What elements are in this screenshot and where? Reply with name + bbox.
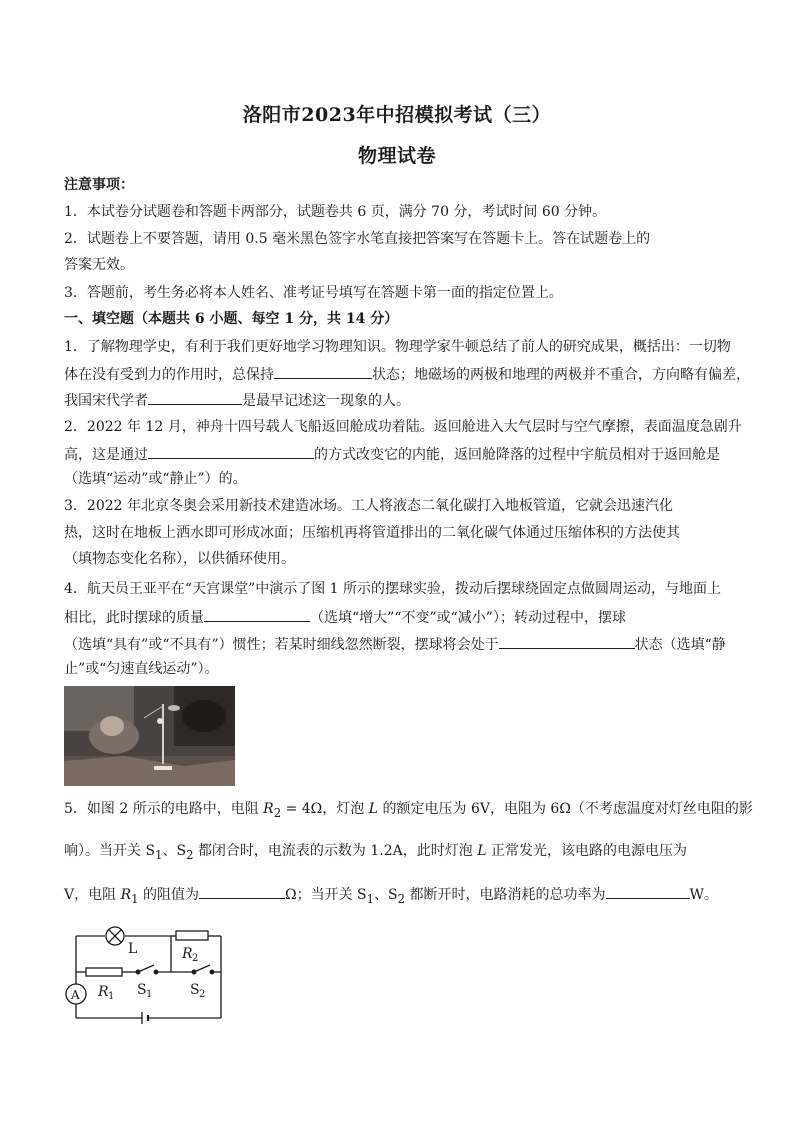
r2-symbol: R bbox=[263, 801, 274, 817]
s2-subscript: 2 bbox=[186, 847, 194, 862]
q2-line-1: 2．2022 年 12 月，神舟十四号载人飞船返回舱成功着陆。返回舱进入大气层时与空气摩擦，表面温度急剧升 bbox=[64, 419, 742, 435]
s2-subscript: 2 bbox=[397, 891, 406, 906]
q5-text: V，电阻 bbox=[64, 887, 121, 903]
exam-title: 洛阳市2023年中招模拟考试（三） bbox=[242, 104, 552, 126]
q5-text: 5．如图 2 所示的电路中，电阻 bbox=[64, 801, 264, 817]
r1-symbol: R bbox=[120, 887, 132, 903]
q2-text: 的方式改变它的内能，返回舱降落的过程中宇航员相对于返回舱是 bbox=[314, 447, 720, 463]
circuit-drawing bbox=[64, 924, 234, 1024]
switch-s1 bbox=[138, 965, 154, 972]
q5-text: 的阻值为 bbox=[138, 887, 199, 903]
circuit-diagram bbox=[64, 924, 234, 1024]
answer-blank[interactable] bbox=[204, 607, 310, 622]
s1-subscript: 1 bbox=[366, 891, 375, 906]
q3-line-3: （填物态变化名称），以供循环使用。 bbox=[64, 551, 295, 567]
q1-text: 是最早记述这一现象的人。 bbox=[242, 393, 410, 409]
ammeter-label: A bbox=[71, 988, 80, 1002]
s2-label-sub: 2 bbox=[199, 989, 206, 1000]
q4-line-1: 4．航天员王亚平在“天宫课堂”中演示了图 1 所示的摆球实验，拨动后摆球绕固定点做圆周运动，与地面上 bbox=[64, 581, 722, 597]
q1-line-1: 1．了解物理学史，有利于我们更好地学习物理知识。物理学家牛顿总结了前人的研究成果，概括出：一切物 bbox=[64, 339, 731, 355]
s1-label-sub: 1 bbox=[146, 989, 153, 1000]
q1-text: 我国宋代学者 bbox=[64, 393, 148, 409]
q5-text: 的额定电压为 6V，电阻为 6Ω（不考虑温度对灯丝电阻的影 bbox=[378, 801, 753, 817]
q4-text: （选填“具有”或“不具有”）惯性；若某时细线忽然断裂，摆球将会处于 bbox=[64, 637, 499, 653]
answer-blank[interactable] bbox=[148, 444, 314, 459]
s2-label: S bbox=[190, 982, 200, 998]
q1-line-3 bbox=[64, 390, 744, 410]
resistor-r1 bbox=[86, 968, 122, 976]
pendulum-photo-drawing bbox=[64, 686, 235, 786]
q5-line-1 bbox=[64, 800, 753, 822]
notice-item-2: 2．试题卷上不要答题，请用 0.5 毫米黑色签字水笔直接把答案写在答题卡上。答在试题卷上的 bbox=[64, 231, 651, 247]
notice-item-3: 3．答题前，考生务必将本人姓名、准考证号填写在答题卡第一面的指定位置上。 bbox=[64, 285, 563, 301]
s1-subscript: 1 bbox=[155, 847, 163, 862]
q5-text: 正常发光，该电路的电源电压为 bbox=[486, 843, 687, 859]
q5-line-2 bbox=[64, 842, 744, 864]
r2-subscript: 2 bbox=[273, 805, 282, 820]
switch-s2 bbox=[194, 965, 210, 972]
r1-label-sub: 1 bbox=[108, 991, 115, 1002]
q5-text: 、S bbox=[162, 843, 187, 859]
lamp-symbol: L bbox=[368, 801, 379, 817]
q5-text: 都断开时，电路消耗的总功率为 bbox=[405, 887, 606, 903]
q2-text: 高，这是通过 bbox=[64, 447, 148, 463]
notice-item-1: 1．本试卷分试题卷和答题卡两部分，试题卷共 6 页，满分 70 分，考试时间 60 分钟。 bbox=[64, 204, 607, 220]
q3-line-1: 3．2022 年北京冬奥会采用新技术建造冰场。工人将液态二氧化碳打入地板管道，它就会迅速汽化 bbox=[64, 498, 673, 514]
r1-subscript: 1 bbox=[131, 891, 139, 906]
q5-text: = 4Ω，灯泡 bbox=[281, 801, 369, 817]
r1-label: R bbox=[98, 984, 109, 1000]
q1-text: 状态；地磁场的两极和地理的两极并不重合，方向略有偏差， bbox=[372, 367, 750, 383]
q4-text: （选填“增大”“不变”或“减小”）；转动过程中，摆球 bbox=[310, 610, 626, 626]
notice-item-2-cont: 答案无效。 bbox=[64, 257, 134, 273]
q4-text: 状态（选填“静 bbox=[634, 637, 726, 653]
q5-text: W。 bbox=[689, 887, 718, 903]
lamp-label: L bbox=[128, 941, 138, 957]
answer-blank[interactable] bbox=[148, 390, 242, 405]
q3-line-2: 热，这时在地板上洒水即可形成冰面；压缩机再将管道排出的二氧化碳气体通过压缩体积的方法使其 bbox=[64, 525, 680, 541]
section-heading: 一、填空题（本题共 6 小题、每空 1 分，共 14 分） bbox=[64, 311, 399, 327]
answer-blank[interactable] bbox=[606, 884, 690, 899]
q4-text: 相比，此时摆球的质量 bbox=[64, 610, 204, 626]
q5-text: 响）。当开关 S bbox=[64, 843, 156, 859]
q1-text: 体在没有受到力的作用时，总保持 bbox=[64, 367, 274, 383]
q1-line-2 bbox=[64, 364, 750, 384]
answer-blank[interactable] bbox=[499, 634, 635, 649]
q4-line-2 bbox=[64, 607, 744, 627]
s1-label: S bbox=[137, 982, 147, 998]
q5-text: 都闭合时，电流表的示数为 1.2A，此时灯泡 bbox=[193, 843, 478, 859]
q5-text: Ω；当开关 S bbox=[284, 887, 367, 903]
pendulum-photo bbox=[64, 686, 235, 786]
answer-blank[interactable] bbox=[274, 364, 372, 379]
q4-line-4: 止”或“匀速直线运动”）。 bbox=[64, 661, 219, 677]
q4-line-3 bbox=[64, 634, 744, 654]
notice-heading: 注意事项： bbox=[64, 177, 134, 193]
lamp-symbol: L bbox=[477, 843, 487, 859]
q2-line-3: （选填“运动”或“静止”）的。 bbox=[64, 471, 247, 487]
q5-line-3 bbox=[64, 884, 744, 908]
r2-label: R bbox=[182, 946, 193, 962]
answer-blank[interactable] bbox=[199, 884, 285, 899]
q2-line-2 bbox=[64, 444, 744, 464]
r2-label-sub: 2 bbox=[192, 953, 199, 964]
resistor-r2 bbox=[176, 931, 208, 940]
exam-subtitle: 物理试卷 bbox=[357, 145, 436, 167]
q5-text: 、S bbox=[374, 887, 398, 903]
